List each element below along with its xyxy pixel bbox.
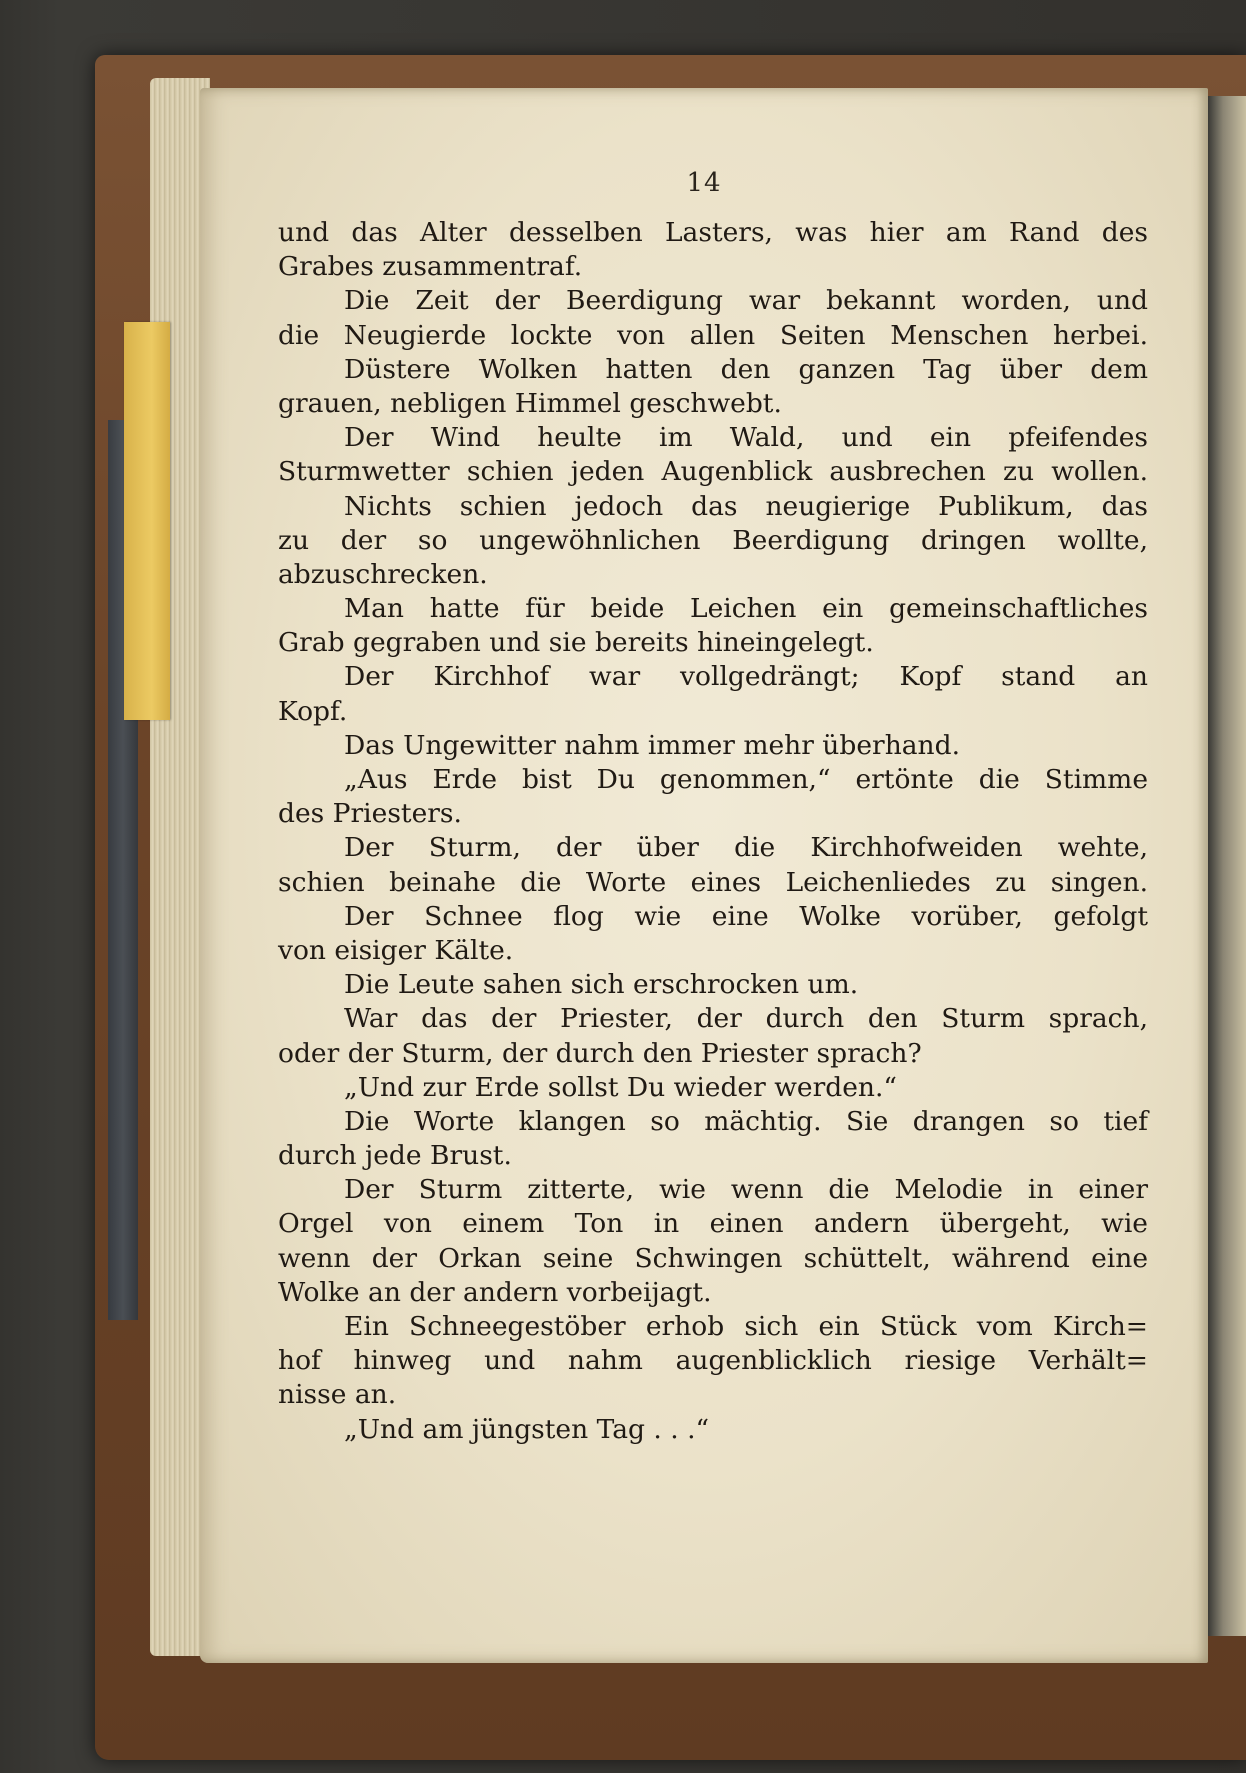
text-line: „Aus Erde bist Du genommen,“ ertönte die Stimme <box>344 764 1148 795</box>
text-line: Der Kirchhof war vollgedrängt; Kopf stand an <box>344 661 1148 693</box>
text-line: Ein Schneegestöber erhob sich ein Stück vom Kirch= <box>344 1311 1148 1342</box>
text-line: Der Wind heulte im Wald, und ein pfeifendes <box>344 422 1148 454</box>
text-line: wenn der Orkan seine Schwingen schüttelt, während eine <box>278 1242 1148 1274</box>
text-line: Die Zeit der Beerdigung war bekannt worden, und <box>344 285 1148 317</box>
text-line: Man hatte für beide Leichen ein gemeinschaftliches <box>344 593 1148 625</box>
bookmark-tab <box>124 322 170 720</box>
text-line: oder der Sturm, der durch den Priester sprach? <box>278 1037 922 1069</box>
page-text <box>278 216 1148 1447</box>
text-line: und das Alter desselben Lasters, was hier am Rand des <box>278 217 1148 248</box>
text-line: Der Sturm, der über die Kirchhofweiden wehte, <box>344 832 1148 864</box>
text-line: Das Ungewitter nahm immer mehr überhand. <box>344 729 961 761</box>
text-line: abzuschrecken. <box>278 558 488 590</box>
text-line: nisse an. <box>278 1379 397 1411</box>
text-line: hof hinweg und nahm augenblicklich riesige Verhält= <box>278 1345 1148 1377</box>
text-line: des Priesters. <box>278 798 462 830</box>
text-line: Der Sturm zitterte, wie wenn die Melodie in einer <box>344 1174 1148 1206</box>
facing-page-edge <box>1208 96 1246 1636</box>
text-line: die Neugierde lockte von allen Seiten Menschen herbei. <box>278 319 1148 351</box>
text-line: Die Leute sahen sich erschrocken um. <box>344 969 859 1001</box>
text-line: Orgel von einem Ton in einen andern übergeht, wie <box>278 1208 1148 1240</box>
text-line: Düstere Wolken hatten den ganzen Tag über dem <box>344 353 1148 385</box>
book-page <box>200 88 1208 1663</box>
text-line: von eisiger Kälte. <box>278 934 514 966</box>
text-line: Die Worte klangen so mächtig. Sie drangen so tief <box>344 1105 1148 1137</box>
text-line: War das der Priester, der durch den Sturm sprach, <box>344 1003 1148 1035</box>
text-line: Sturmwetter schien jeden Augenblick ausbrechen zu wollen. <box>278 456 1148 488</box>
text-line: grauen, nebligen Himmel geschwebt. <box>278 387 782 419</box>
text-line: „Und zur Erde sollst Du wieder werden.“ <box>344 1071 897 1103</box>
page-number: 14 <box>686 168 722 198</box>
text-line: schien beinahe die Worte eines Leichenliedes zu singen. <box>278 866 1148 898</box>
text-line: „Und am jüngsten Tag . . .“ <box>344 1413 710 1445</box>
text-line: Wolke an der andern vorbeijagt. <box>278 1276 712 1308</box>
text-line: durch jede Brust. <box>278 1140 512 1172</box>
text-line: Kopf. <box>278 695 348 727</box>
text-line: Nichts schien jedoch das neugierige Publikum, das <box>344 490 1148 522</box>
text-line: zu der so ungewöhnlichen Beerdigung dringen wollte, <box>278 524 1148 556</box>
text-line: Grabes zusammentraf. <box>278 251 583 283</box>
text-line: Der Schnee flog wie eine Wolke vorüber, gefolgt <box>344 900 1148 932</box>
text-line: Grab gegraben und sie bereits hineingelegt. <box>278 627 874 659</box>
